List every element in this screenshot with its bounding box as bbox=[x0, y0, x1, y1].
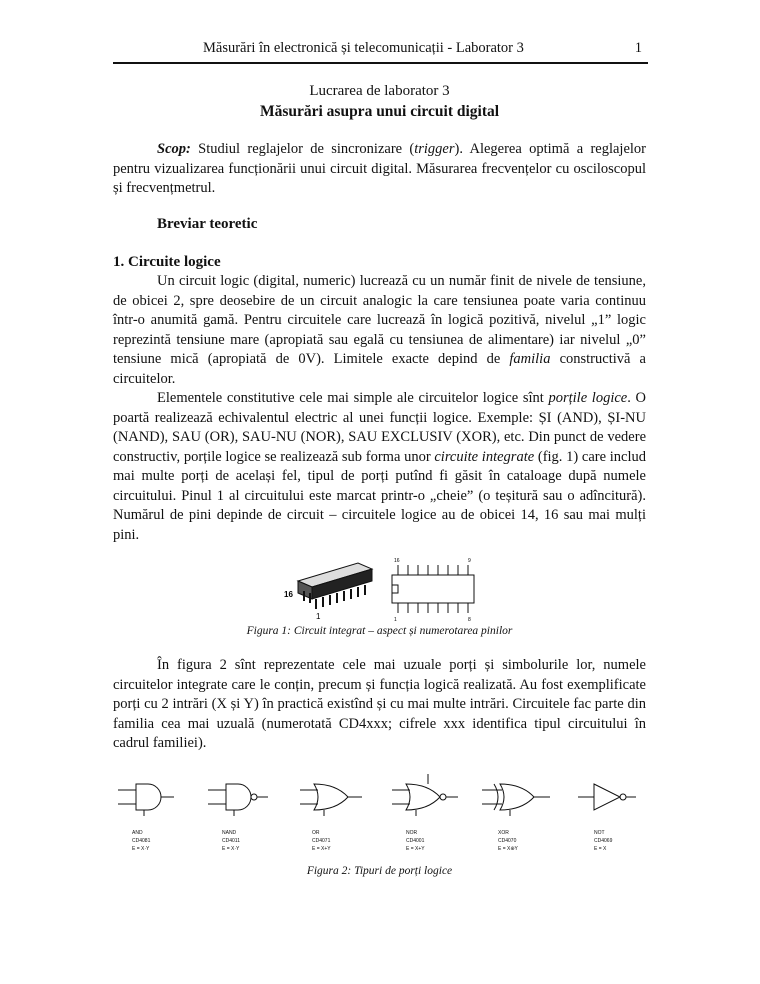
and-gate-symbol bbox=[118, 784, 174, 816]
gate-function-nor: E = X+Y bbox=[406, 846, 425, 852]
gate-function-or: E = X+Y bbox=[312, 846, 331, 852]
gate-ic-not: CD4069 bbox=[594, 838, 613, 844]
p2-emphasis-2: circuite integrate bbox=[434, 448, 535, 465]
pin1-label: 1 bbox=[316, 612, 321, 621]
pin16-label: 16 bbox=[284, 590, 293, 599]
outline-pin9: 9 bbox=[468, 558, 471, 564]
page-header bbox=[113, 40, 648, 64]
p1-text-a: Un circuit logic (digital, numeric) lucrează cu un număr finit de nivele de tensiune, de obicei 2, spre deosebire de un circuit analogic la care tensiunea poate varia continuu într-o anumită gamă. Pentru circuitele care lucrează în logică pozitivă, nivelul „1” logic reprezintă tensiune mare (apropiată sau egală cu tensiunea de alimentare) iar nivelul „0” tensiune mică (apropiată de 0V). Limitele exacte depind de bbox=[113, 273, 646, 367]
scope-text-b: ). Alegerea optimă a reglajelor pentru vizualizarea funcționării unui circuit digital. Măsurarea frecvențelor cu osciloscopul și frecvențmetrul. bbox=[113, 141, 646, 196]
header-title: Măsurări în electronică și telecomunicații - Laborator 3 bbox=[203, 40, 524, 56]
not-gate-symbol bbox=[578, 784, 636, 810]
nor-gate-symbol bbox=[392, 774, 458, 816]
p2-text-a: Elementele constitutive cele mai simple ale circuitelor logice sînt bbox=[157, 390, 549, 406]
gate-ic-nor: CD4001 bbox=[406, 838, 425, 844]
gate-name-and: AND bbox=[132, 830, 143, 836]
p1-emphasis: familia bbox=[509, 351, 551, 367]
p2-text-c: (fig. 1) care includ mai multe porți de același fel, tipul de porți putînd fi găsit în cataloage după numele circuitului. Pinul 1 al circuitului este marcat printr-o „cheie” (o teșitură sau o adîncitură). Numărul de pini depinde de circuit – circuitele logice au de obicei 14, 16 sau mai mulți pini. bbox=[113, 448, 646, 543]
ic-pinout-diagram bbox=[392, 558, 474, 623]
p2-text-b: . O poartă realizează echivalentul electric al unei funcții logice. Exemple: ȘI (AND), ȘI-NU (NAND), SAU (OR), SAU-NU (NOR), SAU EXCLUSIV (XOR), etc. Din punct de vedere constructiv, porțile logice se realizează sub forma unor bbox=[113, 390, 646, 465]
gate-ic-nand: CD4011 bbox=[222, 838, 240, 844]
section-heading: 1. Circuite logice bbox=[113, 254, 221, 270]
outline-pin8: 8 bbox=[468, 617, 471, 623]
figure-1 bbox=[280, 553, 490, 623]
gate-ic-xor: CD4070 bbox=[498, 838, 517, 844]
xor-gate-symbol bbox=[482, 784, 550, 816]
ic-package-image bbox=[284, 563, 372, 621]
gate-function-xor: E = X⊕Y bbox=[498, 846, 518, 852]
gate-name-not: NOT bbox=[594, 830, 605, 836]
gate-function-nand: E = X·Y bbox=[222, 846, 240, 852]
gate-function-and: E = X·Y bbox=[132, 846, 150, 852]
gate-name-nand: NAND bbox=[222, 830, 237, 836]
gate-name-or: OR bbox=[312, 830, 320, 836]
scope-text-a: Studiul reglajelor de sincronizare ( bbox=[190, 141, 415, 157]
nand-gate-symbol bbox=[208, 784, 268, 816]
scope-label: Scop: bbox=[157, 141, 191, 157]
gate-ic-and: CD4081 bbox=[132, 838, 151, 844]
gate-name-nor: NOR bbox=[406, 830, 418, 836]
p1-text-b: constructivă a circuitelor. bbox=[113, 351, 646, 387]
figure-2 bbox=[110, 770, 650, 860]
or-gate-symbol bbox=[300, 784, 362, 816]
p2-emphasis-1: porțile logice bbox=[548, 390, 628, 406]
scope-trigger-term: trigger bbox=[414, 141, 455, 157]
scope-paragraph bbox=[113, 140, 646, 199]
gate-ic-or: CD4071 bbox=[312, 838, 331, 844]
gate-name-xor: XOR bbox=[498, 830, 509, 836]
outline-pin16: 16 bbox=[394, 558, 400, 564]
paragraph-1 bbox=[113, 272, 646, 389]
outline-pin1: 1 bbox=[394, 617, 397, 623]
lab-title: Măsurări asupra unui circuit digital bbox=[259, 103, 500, 120]
paragraph-2 bbox=[113, 389, 646, 545]
figure-2-caption: Figura 2: Tipuri de porți logice bbox=[306, 865, 453, 877]
breviar-heading: Breviar teoretic bbox=[157, 216, 258, 232]
lab-number: Lucrarea de laborator 3 bbox=[309, 83, 450, 99]
figure-1-caption: Figura 1: Circuit integrat – aspect și numerotarea pinilor bbox=[246, 625, 513, 637]
gate-function-not: E = X bbox=[594, 846, 607, 852]
page-number: 1 bbox=[634, 40, 642, 56]
paragraph-3: În figura 2 sînt reprezentate cele mai uzuale porți și simbolurile lor, numele circuitelor integrate care le conțin, precum și funcția logică realizată. Au fost exemplificate porți cu 2 intrări (X și Y) în practică existînd și cu mai multe intrări. Circuitele fac parte din familia cea mai uzuală (numerotată CD4xxx; cifrele xxx identifica tipul circuitului în cadrul familiei). bbox=[113, 657, 646, 751]
